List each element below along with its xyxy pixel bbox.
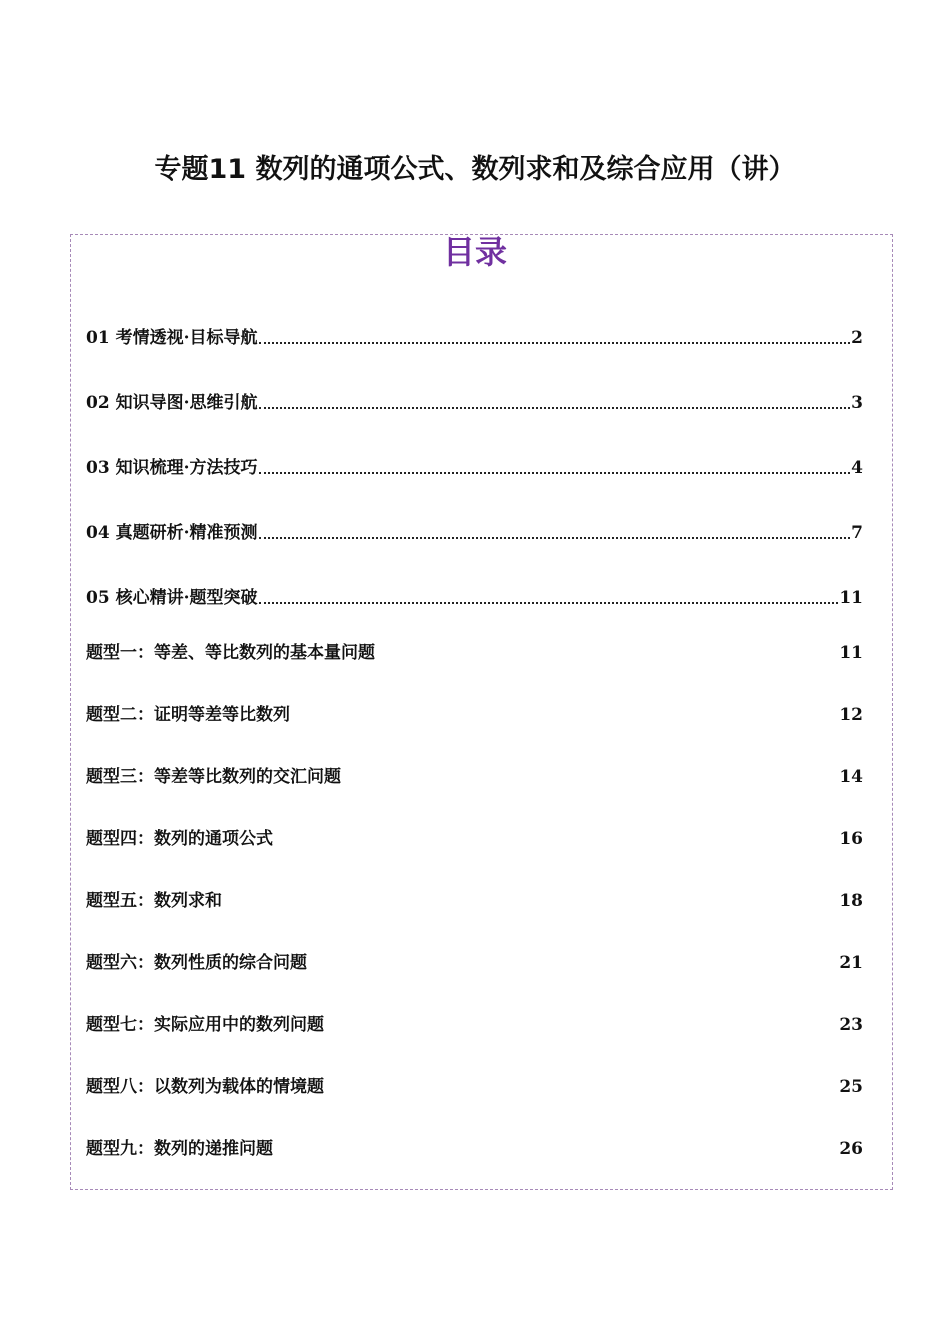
toc-section-3[interactable] bbox=[86, 453, 863, 479]
toc-type-label: 题型二：证明等差等比数列 bbox=[86, 705, 290, 725]
toc-section-1[interactable] bbox=[86, 323, 863, 349]
toc-type-page: 23 bbox=[839, 1015, 863, 1035]
toc-type-9[interactable] bbox=[86, 1134, 863, 1160]
toc-section-label: 03 知识梳理·方法技巧 bbox=[86, 458, 258, 478]
toc-section-4[interactable] bbox=[86, 518, 863, 544]
toc-section-page: 7 bbox=[851, 523, 863, 543]
toc-type-4[interactable] bbox=[86, 824, 863, 850]
toc-section-page: 11 bbox=[839, 588, 863, 608]
dot-leader bbox=[259, 602, 839, 604]
toc-section-5[interactable] bbox=[86, 583, 863, 609]
toc-type-label: 题型九：数列的递推问题 bbox=[86, 1139, 273, 1159]
toc-type-label: 题型六：数列性质的综合问题 bbox=[86, 953, 307, 973]
toc-type-page: 11 bbox=[839, 643, 863, 663]
toc-section-label: 04 真题研析·精准预测 bbox=[86, 523, 258, 543]
toc-type-page: 18 bbox=[839, 891, 863, 911]
toc-type-8[interactable] bbox=[86, 1072, 863, 1098]
toc-type-page: 26 bbox=[839, 1139, 863, 1159]
toc-type-label: 题型一：等差、等比数列的基本量问题 bbox=[86, 643, 375, 663]
toc-type-label: 题型四：数列的通项公式 bbox=[86, 829, 273, 849]
toc-heading: 目录 bbox=[442, 233, 507, 271]
toc-section-label: 02 知识导图·思维引航 bbox=[86, 393, 258, 413]
toc-type-7[interactable] bbox=[86, 1010, 863, 1036]
toc-type-5[interactable] bbox=[86, 886, 863, 912]
toc-section-page: 2 bbox=[851, 328, 863, 348]
toc-type-6[interactable] bbox=[86, 948, 863, 974]
toc-type-2[interactable] bbox=[86, 700, 863, 726]
toc-section-page: 4 bbox=[851, 458, 863, 478]
toc-type-page: 25 bbox=[839, 1077, 863, 1097]
toc-section-label: 05 核心精讲·题型突破 bbox=[86, 588, 258, 608]
dot-leader bbox=[259, 537, 851, 539]
toc-type-page: 12 bbox=[839, 705, 863, 725]
toc-type-page: 21 bbox=[839, 953, 863, 973]
dot-leader bbox=[259, 342, 851, 344]
toc-type-page: 16 bbox=[839, 829, 863, 849]
toc-section-2[interactable] bbox=[86, 388, 863, 414]
toc-type-label: 题型八：以数列为载体的情境题 bbox=[86, 1077, 324, 1097]
toc-type-label: 题型七：实际应用中的数列问题 bbox=[86, 1015, 324, 1035]
dot-leader bbox=[259, 472, 851, 474]
toc-section-page: 3 bbox=[851, 393, 863, 413]
toc-type-label: 题型三：等差等比数列的交汇问题 bbox=[86, 767, 341, 787]
toc-type-1[interactable] bbox=[86, 638, 863, 664]
toc-section-label: 01 考情透视·目标导航 bbox=[86, 328, 258, 348]
toc-type-label: 题型五：数列求和 bbox=[86, 891, 222, 911]
toc-type-page: 14 bbox=[839, 767, 863, 787]
document-title: 专题11 数列的通项公式、数列求和及综合应用（讲） bbox=[154, 154, 796, 185]
toc-type-3[interactable] bbox=[86, 762, 863, 788]
dot-leader bbox=[259, 407, 851, 409]
